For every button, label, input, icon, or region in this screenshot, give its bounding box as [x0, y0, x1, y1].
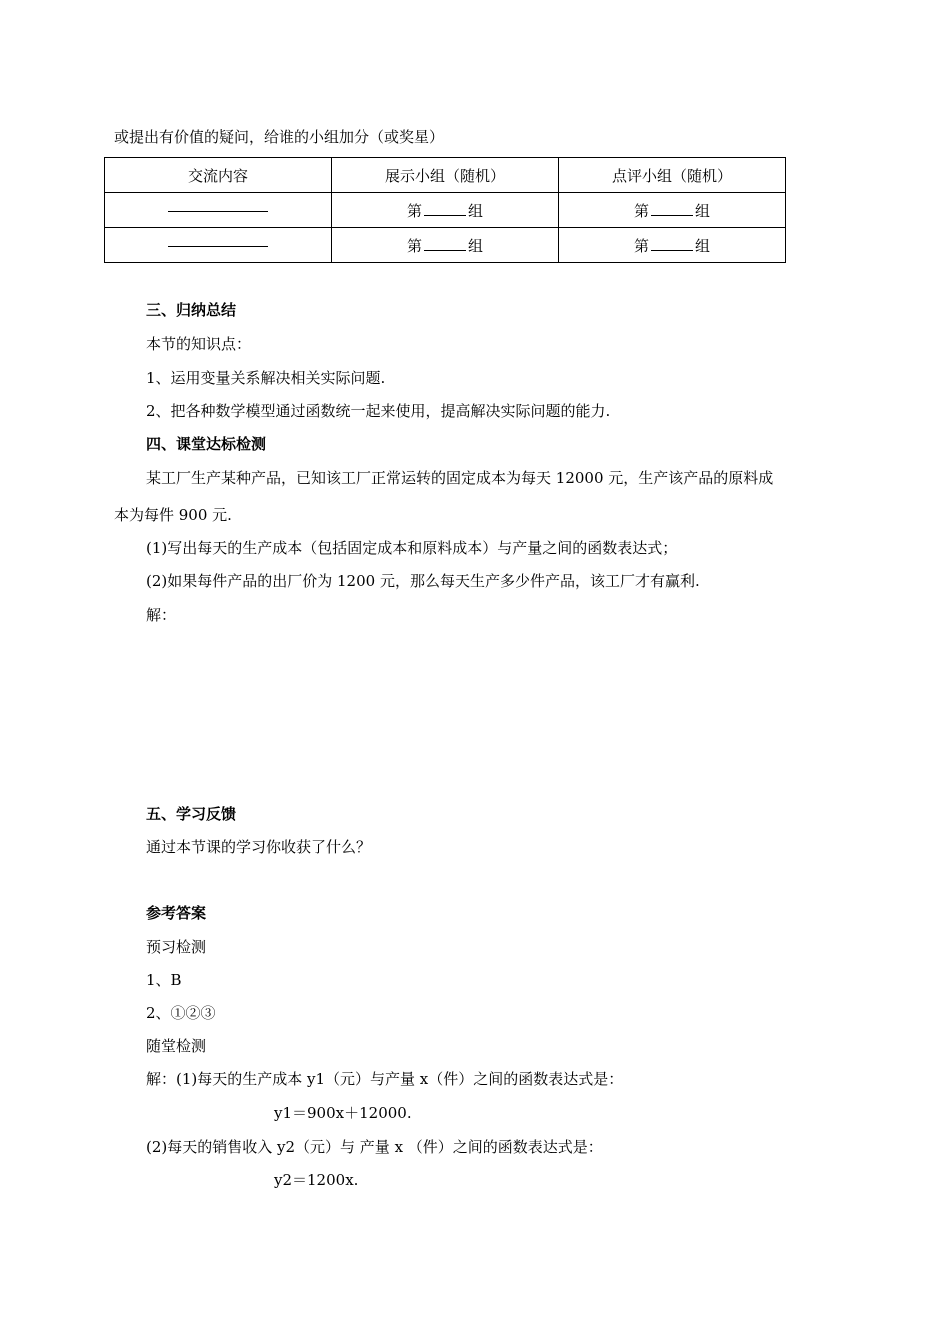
preview-label: 预习检测: [146, 938, 207, 956]
summary-intro: 本节的知识点：: [146, 335, 252, 353]
equation-2: y2＝1200x.: [274, 1171, 359, 1189]
header-reviewing-group: 点评小组（随机）: [559, 158, 786, 193]
reviewing-group-cell: 第 组: [559, 193, 786, 228]
header-presenting-group: 展示小组（随机）: [332, 158, 559, 193]
summary-point: 2、把各种数学模型通过函数统一起来使用，提高解决实际问题的能力.: [146, 402, 611, 420]
feedback-heading: 五、学习反馈: [146, 805, 237, 823]
feedback-question: 通过本节课的学习你收获了什么？: [146, 838, 372, 856]
content-blank: [105, 193, 332, 228]
class-test-label: 随堂检测: [146, 1037, 207, 1055]
intro-line: 或提出有价值的疑问，给谁的小组加分（或奖星）: [114, 128, 445, 146]
content-blank: [105, 228, 332, 263]
group-evaluation-table: [104, 157, 786, 263]
test-question-2: (2)如果每件产品的出厂价为 1200 元，那么每天生产多少件产品，该工厂才有赢利.: [146, 572, 700, 590]
preview-answer: 1、B: [146, 971, 182, 989]
answers-heading: 参考答案: [146, 904, 207, 922]
solution-step-1: 解：(1)每天的生产成本 y1（元）与产量 x（件）之间的函数表达式是：: [146, 1070, 624, 1088]
equation-1: y1＝900x＋12000.: [274, 1104, 412, 1122]
presenting-group-cell: 第 组: [332, 193, 559, 228]
table-header-row: [105, 158, 786, 193]
test-heading: 四、课堂达标检测: [146, 435, 267, 453]
presenting-group-cell: 第 组: [332, 228, 559, 263]
header-content: 交流内容: [105, 158, 332, 193]
table-row: [105, 228, 786, 263]
test-problem-line1: 某工厂生产某种产品，已知该工厂正常运转的固定成本为每天 12000 元，生产该产品的原料成: [146, 469, 774, 487]
summary-heading: 三、归纳总结: [146, 301, 237, 319]
reviewing-group-cell: 第 组: [559, 228, 786, 263]
summary-point: 1、运用变量关系解决相关实际问题.: [146, 369, 386, 387]
test-problem-line2: 本为每件 900 元.: [114, 506, 232, 524]
table-row: [105, 193, 786, 228]
test-question-1: (1)写出每天的生产成本（包括固定成本和原料成本）与产量之间的函数表达式；: [146, 539, 678, 557]
preview-answer: 2、①②③: [146, 1004, 216, 1022]
solution-label: 解：: [146, 606, 177, 624]
solution-step-2: (2)每天的销售收入 y2（元）与 产量 x （件）之间的函数表达式是：: [146, 1138, 603, 1156]
